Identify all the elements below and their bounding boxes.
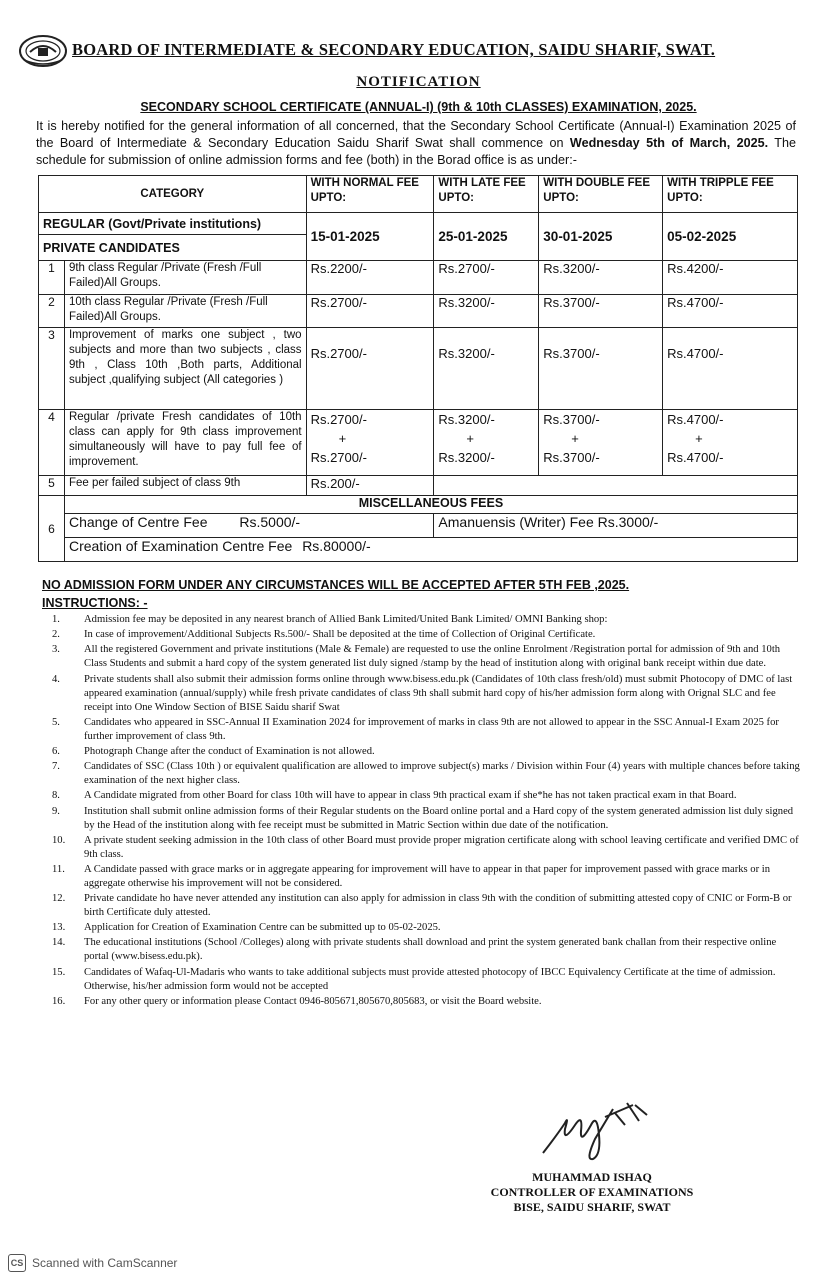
row-number: 6 xyxy=(39,496,65,562)
instruction-number: 3. xyxy=(52,644,60,656)
instruction-item xyxy=(42,760,802,788)
fee-cell: Rs.3200/- xyxy=(434,328,539,410)
instruction-item xyxy=(42,643,802,671)
instruction-number: 6. xyxy=(52,745,60,757)
change-centre-label: Change of Centre Fee xyxy=(68,514,208,530)
table-row xyxy=(39,261,798,295)
fee-cell: Rs.3700/- xyxy=(539,295,663,328)
fee-cell: Rs.3200/- xyxy=(539,261,663,295)
instruction-item xyxy=(42,716,802,744)
fee-header-normal: WITH NORMAL FEE UPTO: xyxy=(306,176,434,213)
row-number: 2 xyxy=(39,295,65,328)
fee-header-triple: WITH TRIPPLE FEE UPTO: xyxy=(663,176,798,213)
instruction-item xyxy=(42,892,802,920)
instruction-number: 5. xyxy=(52,716,60,728)
instruction-item xyxy=(42,995,802,1009)
private-label: PRIVATE CANDIDATES xyxy=(39,235,307,261)
instruction-number: 10. xyxy=(52,834,66,846)
instruction-text: Candidates of Wafaq-Ul-Madaris who wants to take additional subjects must provide attested photocopy of IBCC Equivalency Certificate at the time of admission. Otherwise, his/her admission form would not be accepted xyxy=(84,966,776,992)
instruction-text: Photograph Change after the conduct of Examination is not allowed. xyxy=(84,745,375,757)
instruction-number: 11. xyxy=(52,863,65,875)
instruction-item xyxy=(42,805,802,833)
signatory-title: CONTROLLER OF EXAMINATIONS xyxy=(490,1185,694,1199)
instruction-text: All the registered Government and private institutions (Male & Female) are requested to use the online Enrolment /Registration portal for admission of 9th and 10th Class Students and submit a hard copy of the system generated list duly signed /stamp by the head of institution along with original bank receipt within due date. xyxy=(84,644,781,670)
instruction-text: Candidates who appeared in SSC-Annual II Examination 2024 for improvement of marks in class 9th are not allowed to appear in the SSC Annual-I Exam 2025 for further improvement of class 9th. xyxy=(84,716,779,742)
fee-header-late: WITH LATE FEE UPTO: xyxy=(434,176,539,213)
instruction-text: Admission fee may be deposited in any nearest branch of Allied Bank Limited/United Bank Limited/ OMNI Banking shop: xyxy=(84,614,608,625)
instruction-item xyxy=(42,966,802,994)
fee-header-double: WITH DOUBLE FEE UPTO: xyxy=(539,176,663,213)
exam-heading: SECONDARY SCHOOL CERTIFICATE (ANNUAL-I) (9th & 10th CLASSES) EXAMINATION, 2025. xyxy=(140,100,697,114)
row-description: Regular /private Fresh candidates of 10th class can apply for 9th class improvement simultaneously will have to pay full fee of improvement. xyxy=(64,410,306,476)
signatory-name: MUHAMMAD ISHAQ xyxy=(532,1170,652,1184)
fee-cell: Rs.4200/- xyxy=(663,261,798,295)
intro-date: Wednesday 5th of March, 2025. xyxy=(569,136,769,150)
row-number: 3 xyxy=(39,328,65,410)
instruction-text: A Candidate passed with grace marks or in aggregate appearing for improvement will have to appear in that paper for improvement passed with grace marks or in aggregate otherwise his improvement will not be considered. xyxy=(84,863,771,889)
fee-amount: Rs.2700/- xyxy=(310,412,367,427)
instruction-item xyxy=(42,834,802,862)
fee-cell-combined xyxy=(306,410,434,476)
instruction-item xyxy=(42,745,802,759)
fee-cell: Rs.2700/- xyxy=(434,261,539,295)
plus-sign: + xyxy=(338,431,347,446)
misc-fees-title: MISCELLANEOUS FEES xyxy=(64,496,797,514)
date-triple: 05-02-2025 xyxy=(663,213,798,261)
instruction-item xyxy=(42,789,802,803)
table-row xyxy=(39,328,798,410)
instruction-item xyxy=(42,863,802,891)
fee-cell: Rs.3700/- xyxy=(539,328,663,410)
table-row xyxy=(39,410,798,476)
fee-amount: Rs.4700/- xyxy=(667,412,724,427)
instruction-number: 8. xyxy=(52,790,60,802)
plus-sign: + xyxy=(695,431,703,446)
instruction-item xyxy=(42,921,802,935)
instruction-number: 2. xyxy=(52,629,60,641)
instruction-number: 12. xyxy=(52,893,66,905)
table-row xyxy=(39,476,798,496)
instruction-number: 1. xyxy=(52,614,60,625)
instruction-text: Private candidate ho have never attended any institution can also apply for admission in class 9th with the condition of submitting attested copy of CNIC or Form-B or birth Certificate duly attested. xyxy=(84,893,792,919)
regular-label: REGULAR (Govt/Private institutions) xyxy=(39,213,307,235)
fee-cell: Rs.2700/- xyxy=(306,328,434,410)
camscanner-icon: CS xyxy=(8,1254,26,1272)
fee-cell: Rs.200/- xyxy=(306,476,434,496)
instructions-list xyxy=(42,613,802,1010)
deadline-warning: NO ADMISSION FORM UNDER ANY CIRCUMSTANCES WILL BE ACCEPTED AFTER 5TH FEB ,2025. xyxy=(42,578,630,592)
instruction-text: For any other query or information please Contact 0946-805671,805670,805683, or visit the Board website. xyxy=(84,995,542,1007)
instruction-item xyxy=(42,628,802,642)
intro-end: The schedule for submission of online admission forms and fee (both) in the Borad office is as under:- xyxy=(36,136,796,167)
instruction-item xyxy=(42,936,802,964)
row-description: Improvement of marks one subject , two subjects and more than two subjects , class 9th , Class 10th ,Both parts, Additional subject ,qualifying subject (All categories ) xyxy=(64,328,306,410)
intro-paragraph xyxy=(36,118,796,169)
row-number: 1 xyxy=(39,261,65,295)
creation-centre-fee: Rs.80000/- xyxy=(302,538,371,554)
signature-icon xyxy=(535,1095,665,1165)
instruction-text: In case of improvement/Additional Subjects Rs.500/- Shall be deposited at the time of Collection of Original Certificate. xyxy=(84,629,596,641)
instruction-text: A private student seeking admission in the 10th class of other Board must provide proper migration certificate along with school leaving certificate and verified DMC of 9th class. xyxy=(84,834,799,860)
instruction-item xyxy=(42,613,802,627)
empty-cell xyxy=(434,476,798,496)
instruction-number: 13. xyxy=(52,922,66,934)
instruction-text: Candidates of SSC (Class 10th ) or equivalent qualification are allowed to improve subject(s) marks / Division within Four (4) years with multiple chances before taking examination of the next higher class. xyxy=(84,761,800,787)
fee-amount: Rs.3200/- xyxy=(438,450,495,465)
table-row xyxy=(39,295,798,328)
intro-text: It is hereby notified for the general information of all concerned, that the Secondary School Certificate (Annual-I) Examination 2025 of the Board of Intermediate & Secondary Education Saidu Sharif Swat shall commence on xyxy=(36,119,796,150)
fee-cell-combined xyxy=(434,410,539,476)
scanner-label: Scanned with CamScanner xyxy=(32,1256,178,1270)
change-centre-fee: Rs.5000/- xyxy=(239,514,301,530)
row-description: 9th class Regular /Private (Fresh /Full Failed)All Groups. xyxy=(64,261,306,295)
board-title: BOARD OF INTERMEDIATE & SECONDARY EDUCATION, SAIDU SHARIF, SWAT. xyxy=(72,40,716,59)
change-centre-row xyxy=(64,514,433,538)
instruction-text: Application for Creation of Examination Centre can be submitted up to 05-02-2025. xyxy=(84,922,441,934)
fee-schedule-table xyxy=(38,175,798,562)
instruction-text: A Candidate migrated from other Board for class 10th will have to appear in class 9th practical exam if she*he has not taken practical exam in that Board. xyxy=(84,790,737,802)
fee-amount: Rs.4700/- xyxy=(667,450,724,465)
row-number: 5 xyxy=(39,476,65,496)
plus-sign: + xyxy=(571,431,579,446)
fee-amount: Rs.3700/- xyxy=(543,412,600,427)
scanner-watermark xyxy=(8,1254,177,1272)
amanuensis-fee: Amanuensis (Writer) Fee Rs.3000/- xyxy=(434,514,798,538)
instruction-number: 14. xyxy=(52,937,66,949)
date-double: 30-01-2025 xyxy=(539,213,663,261)
instruction-number: 9. xyxy=(52,805,60,817)
date-normal: 15-01-2025 xyxy=(306,213,434,261)
row-description: 10th class Regular /Private (Fresh /Full Failed)All Groups. xyxy=(64,295,306,328)
creation-centre-label: Creation of Examination Centre Fee xyxy=(68,538,293,554)
instruction-number: 16. xyxy=(52,995,66,1007)
row-number: 4 xyxy=(39,410,65,476)
board-logo-icon xyxy=(18,34,68,68)
instructions-heading: INSTRUCTIONS: - xyxy=(42,596,148,610)
fee-cell: Rs.2700/- xyxy=(306,295,434,328)
row-description: Fee per failed subject of class 9th xyxy=(64,476,306,496)
instruction-item xyxy=(42,673,802,715)
instruction-number: 7. xyxy=(52,761,60,773)
fee-cell: Rs.2200/- xyxy=(306,261,434,295)
instruction-number: 4. xyxy=(52,673,60,685)
creation-centre-row xyxy=(64,538,797,562)
notification-title: NOTIFICATION xyxy=(356,74,481,90)
fee-amount: Rs.3700/- xyxy=(543,450,600,465)
fee-cell-combined xyxy=(663,410,798,476)
instruction-text: The educational institutions (School /Colleges) along with private students shall download and print the system generated bank challan from their respective online portal (www.bisess.edu.pk). xyxy=(84,937,777,963)
plus-sign: + xyxy=(466,431,474,446)
fee-cell: Rs.4700/- xyxy=(663,295,798,328)
instruction-text: Institution shall submit online admission forms of their Regular students on the Board online portal and a Hard copy of the system generated admission list duly signed by the Head of the institution along with fee receipt must be submitted in Matric Section within due date of the notification. xyxy=(84,805,794,831)
instruction-text: Private students shall also submit their admission forms online through www.bisess.edu.pk (Candidates of 10th class fresh/old) must submit Photocopy of DMC of last appeared examination (annual/supply) while fresh private candidates of class 9th shall submit hard copy of his/her admission form along with Orignal SLC and fee receipt into One Window Section of BISE Saidu sharif Swat xyxy=(84,673,793,713)
signatory-org: BISE, SAIDU SHARIF, SWAT xyxy=(513,1200,671,1214)
fee-amount: Rs.2700/- xyxy=(310,450,367,465)
fee-cell: Rs.4700/- xyxy=(663,328,798,410)
fee-cell: Rs.3200/- xyxy=(434,295,539,328)
signature-block xyxy=(452,1170,732,1215)
category-header: CATEGORY xyxy=(39,176,307,213)
fee-cell-combined xyxy=(539,410,663,476)
letterhead xyxy=(18,34,818,72)
date-late: 25-01-2025 xyxy=(434,213,539,261)
instruction-number: 15. xyxy=(52,966,66,978)
fee-amount: Rs.3200/- xyxy=(438,412,495,427)
